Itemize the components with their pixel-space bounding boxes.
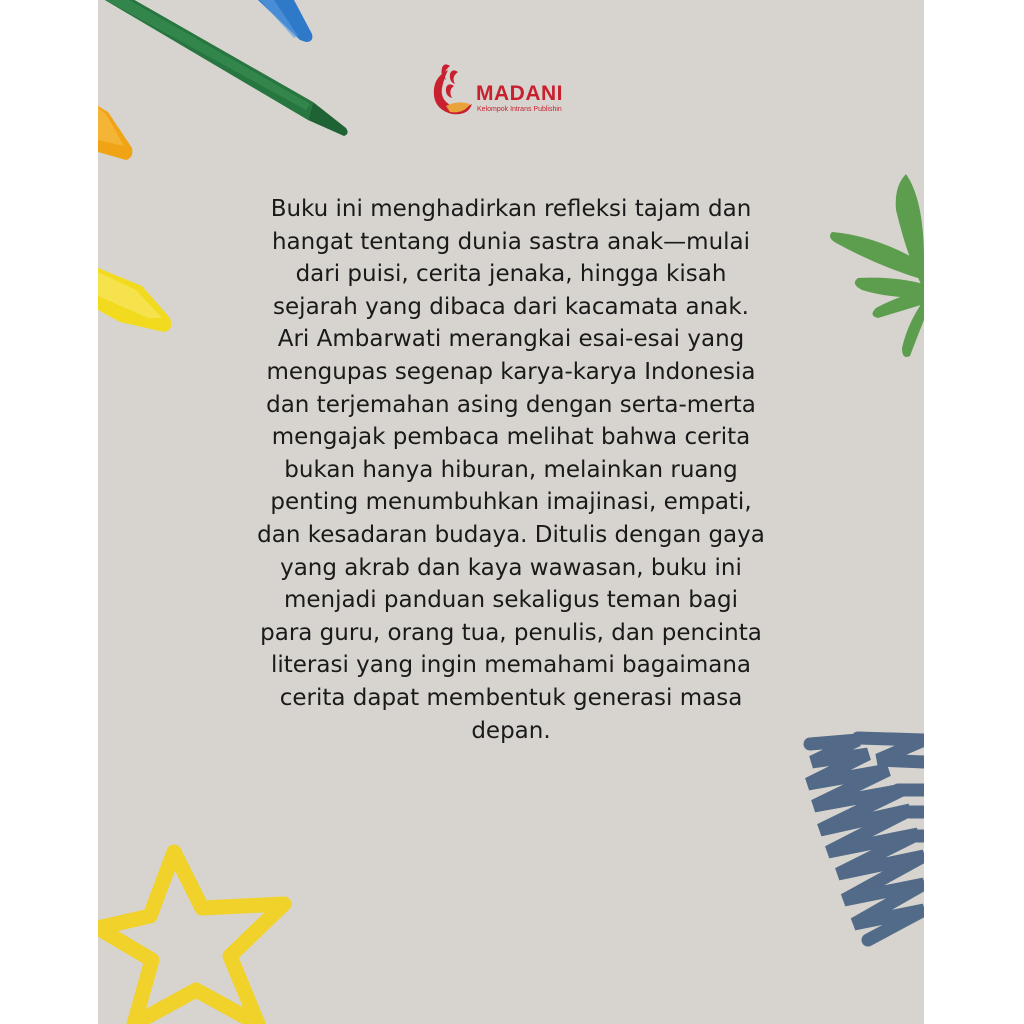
description-line: menjadi panduan sekaligus teman bagi	[284, 587, 738, 614]
description-line: yang akrab dan kaya wawasan, buku ini	[280, 554, 742, 581]
book-description	[198, 193, 824, 747]
description-line: para guru, orang tua, penulis, dan pencinta	[260, 619, 762, 646]
description-line: literasi yang ingin memahami bagaimana	[270, 652, 751, 679]
description-line: sejarah yang dibaca dari kacamata anak.	[273, 293, 749, 320]
orange-crayon-icon	[98, 106, 132, 160]
logo-tagline: Kelompok Intrans Publishin	[477, 106, 562, 113]
blue-crayon-icon	[258, 0, 312, 42]
green-crayon-icon	[98, 0, 348, 136]
description-line: penting menumbuhkan imajinasi, empati,	[270, 489, 752, 516]
book-blurb-card	[98, 0, 924, 1024]
description-line: Ari Ambarwati merangkai esai-esai yang	[277, 326, 745, 353]
description-line: hangat tentang dunia sastra anak—mulai	[271, 228, 751, 255]
description-line: Buku ini menghadirkan refleksi tajam dan	[270, 196, 752, 222]
leaf-icon	[830, 174, 924, 357]
logo-name: MADANI	[476, 82, 563, 105]
description-line: dan terjemahan asing dengan serta-merta	[266, 391, 756, 418]
scribble-icon	[808, 738, 924, 940]
description-line: cerita dapat membentuk generasi masa	[279, 684, 743, 711]
description-line: mengupas segenap karya-karya Indonesia	[266, 358, 756, 385]
description-line: bukan hanya hiburan, melainkan ruang	[284, 456, 738, 483]
description-line: mengajak pembaca melihat bahwa cerita	[271, 424, 751, 451]
description-line: dari puisi, cerita jenaka, hingga kisah	[295, 261, 727, 288]
description-line: dan kesadaran budaya. Ditulis dengan gaya	[257, 521, 765, 548]
yellow-crayon-icon	[98, 268, 171, 332]
publisher-logo	[428, 60, 618, 122]
madani-logo-icon	[428, 60, 474, 122]
description-line: depan.	[471, 717, 551, 744]
star-icon	[98, 852, 284, 1024]
